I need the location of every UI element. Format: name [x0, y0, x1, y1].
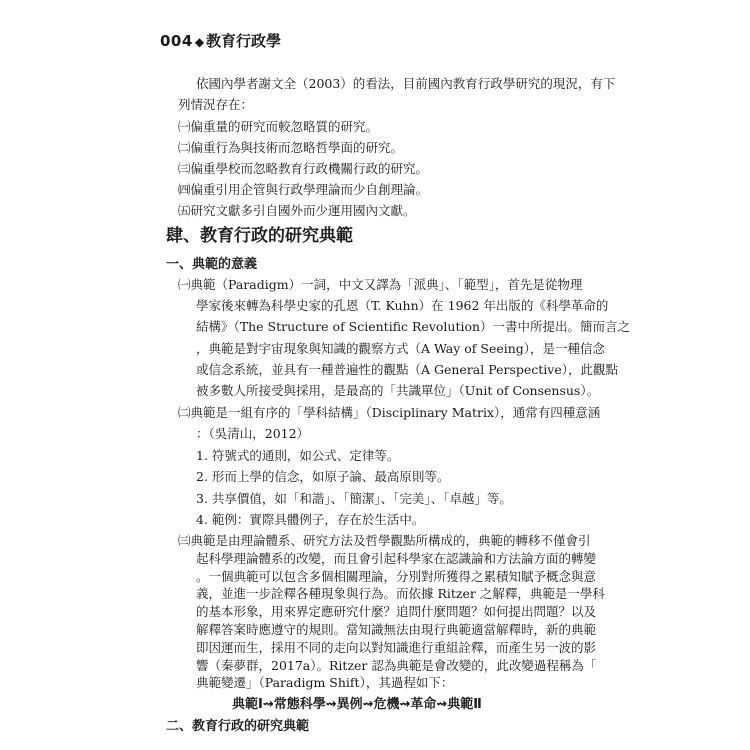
numbered-point: 3. 共享價值，如「和諧」、「簡潔」、「完美」、「卓越」等。 — [196, 491, 512, 506]
paragraph-line: 被多數人所接受與採用，是最高的「共識單位」（Unit of Consensus）。 — [196, 383, 600, 398]
paragraph-line: 解釋答案時應遵守的規則。當知識無法由現行典範適當解釋時，新的典範 — [196, 622, 597, 637]
paragraph-line: 結構》（The Structure of Scientific Revolution）一書中所提出。簡而言之 — [196, 319, 631, 334]
paragraph-line: 。一個典範可以包含多個相關理論，分別對所獲得之累積知賦予概念與意 — [196, 568, 597, 584]
paragraph-line: 響（秦夢群，2017a）。Ritzer 認為典範是會改變的，此改變過程稱為「 — [196, 657, 597, 673]
section-title: 肆、教育行政的研究典範 — [166, 226, 353, 246]
diamond-icon: ◆ — [194, 35, 205, 49]
intro-line: 依國內學者謝文全（2003）的看法，目前國內教育行政學研究的現況，有下 — [196, 76, 616, 91]
paragraph-line: ㈢典範是由理論體系、研究方法及哲學觀點所構成的，典範的轉移不僅會引 — [178, 533, 591, 548]
list-item: ㈠偏重量的研究而較忽略質的研究。 — [178, 119, 379, 134]
paragraph-line: ㈡典範是一組有序的「學科結構」（Disciplinary Matrix），通常有四種意涵 — [178, 405, 601, 420]
subsection-title: 二、教育行政的研究典範 — [166, 719, 310, 734]
paragraph-line: 的基本形象，用來界定應研究什麼？追問什麼問題？如何提出問題？以及 — [196, 604, 597, 620]
paragraph-line: ：（吳清山，2012） — [196, 426, 310, 441]
paragraph-line: 或信念系統，並具有一種普遍性的觀點（A General Perspective），此觀點 — [196, 362, 618, 377]
list-item: ㈢偏重學校而忽略教育行政機關行政的研究。 — [178, 161, 429, 176]
paragraph-line: ㈠典範（Paradigm）一詞，中文又譯為「派典」、「範型」，首先是從物理 — [178, 277, 583, 292]
paragraph-line: ，典範是對宇宙現象與知識的觀察方式（A Way of Seeing），是一種信念 — [196, 341, 606, 356]
list-item: ㈤研究文獻多引自國外而少運用國內文獻。 — [178, 203, 416, 218]
book-title: 教育行政學 — [206, 32, 282, 50]
page-header — [160, 30, 281, 51]
list-item: ㈡偏重行為與技術而忽略哲學面的研究。 — [178, 140, 404, 155]
intro-line: 列情況存在： — [178, 97, 254, 112]
paragraph-line: 即因運而生，採用不同的走向以對知識進行重組詮釋，而產生另一波的影 — [196, 639, 597, 655]
paragraph-line: 學家後來轉為科學史家的孔恩（T. Kuhn）在 1962 年出版的《科學革命的 — [196, 298, 609, 313]
paragraph-line: 義，並進一步詮釋各種現象與行為。而依據 Ritzer 之解釋，典範是一學科 — [196, 586, 605, 602]
paradigm-shift-formula: 典範Ⅰ⇝常態科學⇝異例⇝危機⇝革命⇝典範Ⅱ — [232, 697, 482, 713]
list-item: ㈣偏重引用企管與行政學理論而少自創理論。 — [178, 182, 429, 197]
paragraph-line: 起科學理論體系的改變，而且會引起科學家在認識論和方法論方面的轉變 — [196, 550, 597, 566]
numbered-point: 1. 符號式的通則，如公式、定律等。 — [196, 448, 400, 463]
numbered-point: 4. 範例：實際具體例子，存在於生活中。 — [196, 512, 425, 527]
numbered-point: 2. 形而上學的信念，如原子論、最高原則等。 — [196, 469, 450, 484]
paragraph-line: 典範變遷」（Paradigm Shift），其過程如下： — [196, 675, 454, 691]
subsection-title: 一、典範的意義 — [166, 257, 258, 272]
page-number: 004 — [160, 32, 193, 50]
